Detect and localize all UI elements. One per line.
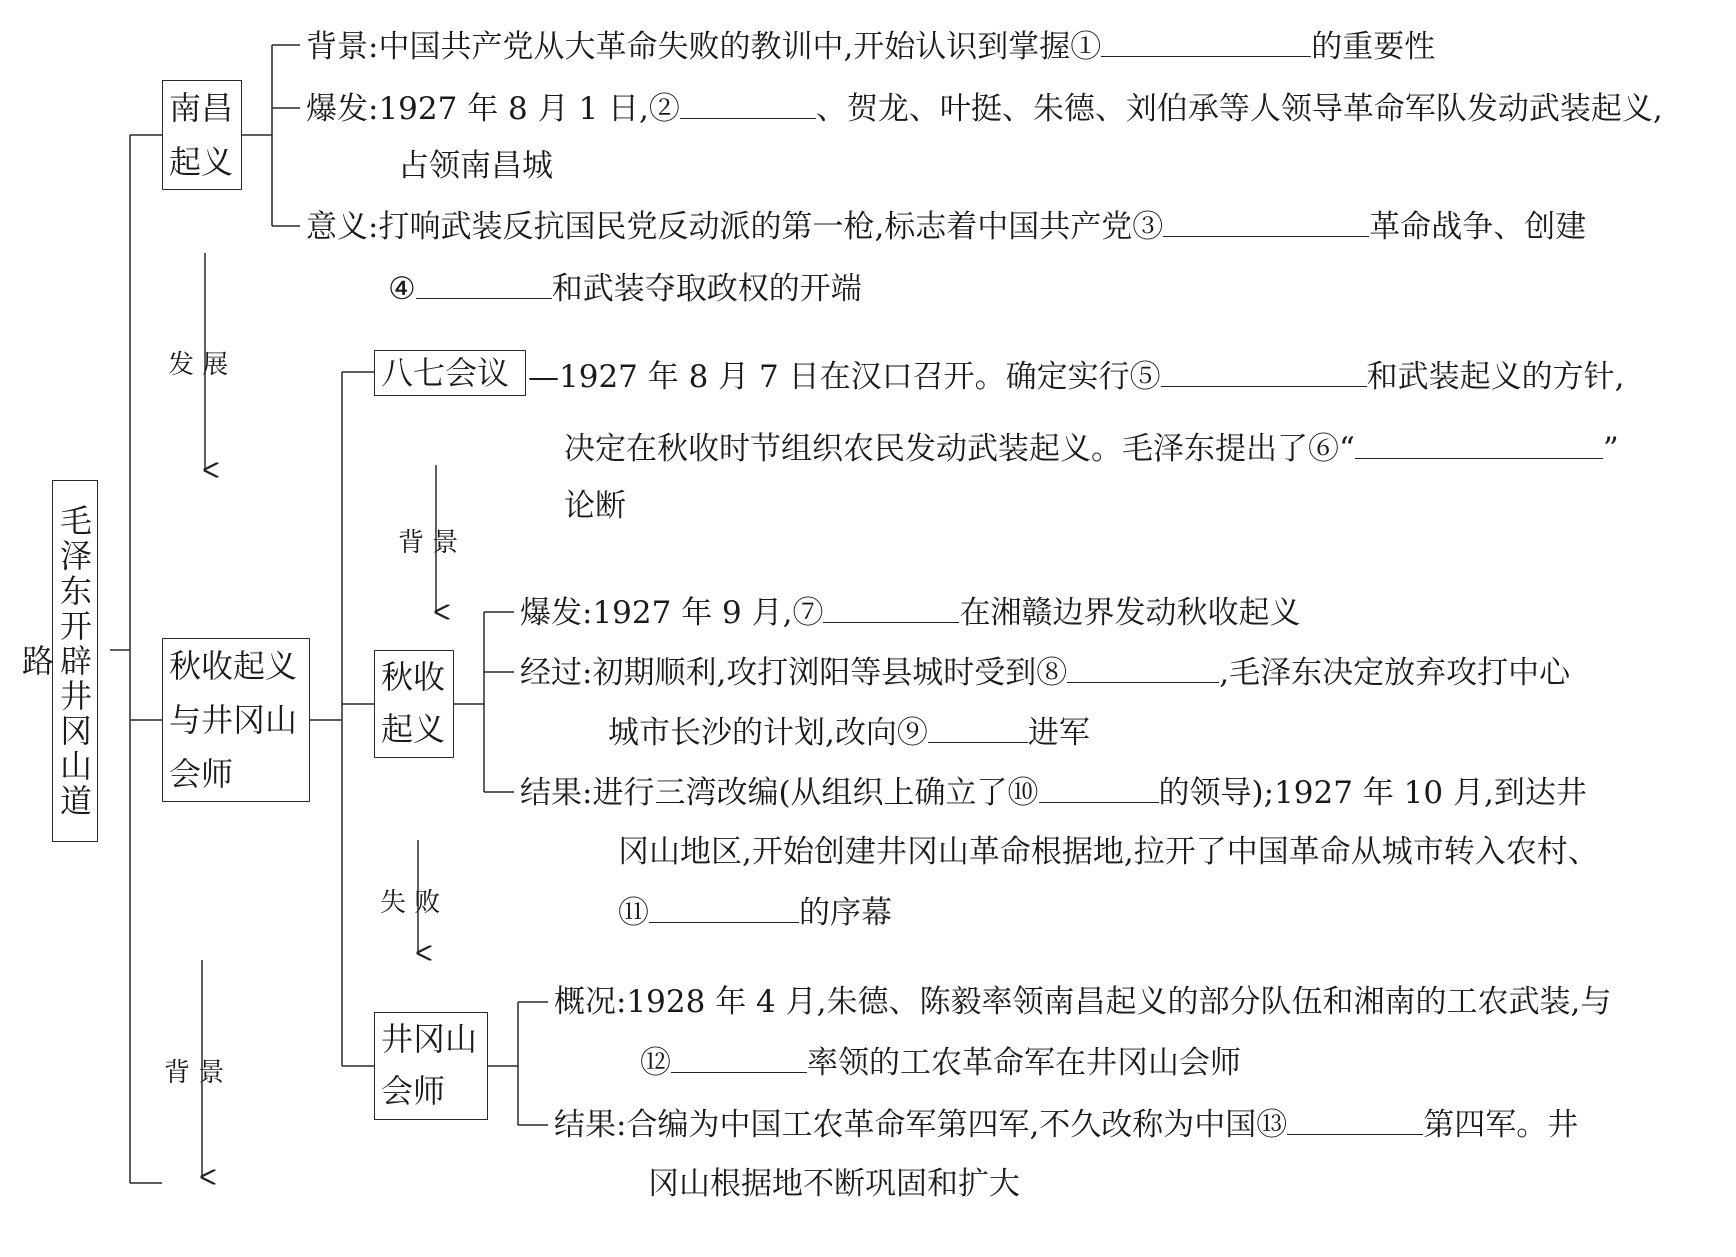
blank-11[interactable] [649, 892, 799, 923]
blank-8[interactable] [1067, 652, 1219, 683]
node-huishi-label: 井冈山会师 [381, 1020, 478, 1110]
root-title: 毛泽东开辟井冈山道路 [52, 480, 98, 842]
qiushou-result-cont: 冈山地区,开始创建井冈山革命根据地,拉开了中国革命从城市转入农村、 [618, 834, 1599, 870]
nanchang-outbreak-cont: 占领南昌城 [398, 148, 553, 184]
baqi-line-1: —1927 年 8 月 7 日在汉口召开。确定实行⑤ 和武装起义的方针, [528, 356, 1624, 397]
blank-10[interactable] [1039, 772, 1159, 803]
blank-5[interactable] [1161, 356, 1367, 387]
baqi-line-3: 论断 [564, 488, 626, 524]
qiushou-process: 经过:初期顺利,攻打浏阳等县城时受到⑧ ,毛泽东决定放弃攻打中心 [520, 652, 1570, 693]
blank-13[interactable] [1287, 1104, 1423, 1135]
arrow-label-fazhan: 发 展 [168, 350, 229, 380]
blank-1[interactable] [1101, 26, 1311, 57]
qiushou-result: 结果:进行三湾改编(从组织上确立了⑩ 的领导);1927 年 10 月,到达井 [520, 772, 1587, 813]
node-qiushou-jinggang-label: 秋收起义与井冈山会师 [169, 647, 298, 793]
arrow-label-beijing-1: 背 景 [398, 528, 459, 558]
baqi-line-2: 决定在秋收时节组织农民发动武装起义。毛泽东提出了⑥“ ” [564, 428, 1619, 469]
node-baqi-label: 八七会议 [381, 354, 510, 392]
qiushou-outbreak: 爆发:1927 年 9 月,⑦ 在湘赣边界发动秋收起义 [520, 592, 1300, 633]
node-baqi [374, 350, 526, 396]
node-nanchang [162, 80, 242, 190]
blank-12[interactable] [671, 1042, 807, 1073]
node-qiushou-jinggang [162, 638, 310, 802]
node-qiushou [374, 650, 454, 758]
blank-4[interactable] [416, 268, 552, 299]
blank-6[interactable] [1355, 428, 1603, 459]
nanchang-outbreak: 爆发:1927 年 8 月 1 日,② 、贺龙、叶挺、朱德、刘伯承等人领导革命军队发动武装起义, [306, 88, 1663, 129]
nanchang-significance: 意义:打响武装反抗国民党反动派的第一枪,标志着中国共产党③ 革命战争、创建 [306, 206, 1586, 247]
arrow-label-beijing-2: 背 景 [164, 1058, 225, 1088]
huishi-result: 结果:合编为中国工农革命军第四军,不久改称为中国⑬ 第四军。井 [554, 1104, 1578, 1145]
huishi-result-cont: 冈山根据地不断巩固和扩大 [648, 1166, 1020, 1202]
huishi-overview-cont: ⑫ 率领的工农革命军在井冈山会师 [640, 1042, 1241, 1083]
nanchang-significance-cont: ④ 和武装夺取政权的开端 [388, 268, 862, 309]
node-qiushou-label: 秋收起义 [381, 658, 446, 748]
arrow-label-shibai: 失 败 [380, 888, 441, 918]
blank-9[interactable] [928, 712, 1028, 743]
qiushou-result-cont-2: ⑪ 的序幕 [618, 892, 892, 933]
blank-2[interactable] [680, 88, 816, 119]
blank-7[interactable] [823, 592, 959, 623]
node-huishi [374, 1012, 488, 1120]
node-nanchang-label: 南昌起义 [169, 89, 234, 181]
nanchang-background: 背景:中国共产党从大革命失败的教训中,开始认识到掌握① 的重要性 [306, 26, 1435, 67]
qiushou-process-cont: 城市长沙的计划,改向⑨ 进军 [608, 712, 1090, 753]
huishi-overview: 概况:1928 年 4 月,朱德、陈毅率领南昌起义的部分队伍和湘南的工农武装,与 [554, 984, 1612, 1020]
blank-3[interactable] [1163, 206, 1369, 237]
